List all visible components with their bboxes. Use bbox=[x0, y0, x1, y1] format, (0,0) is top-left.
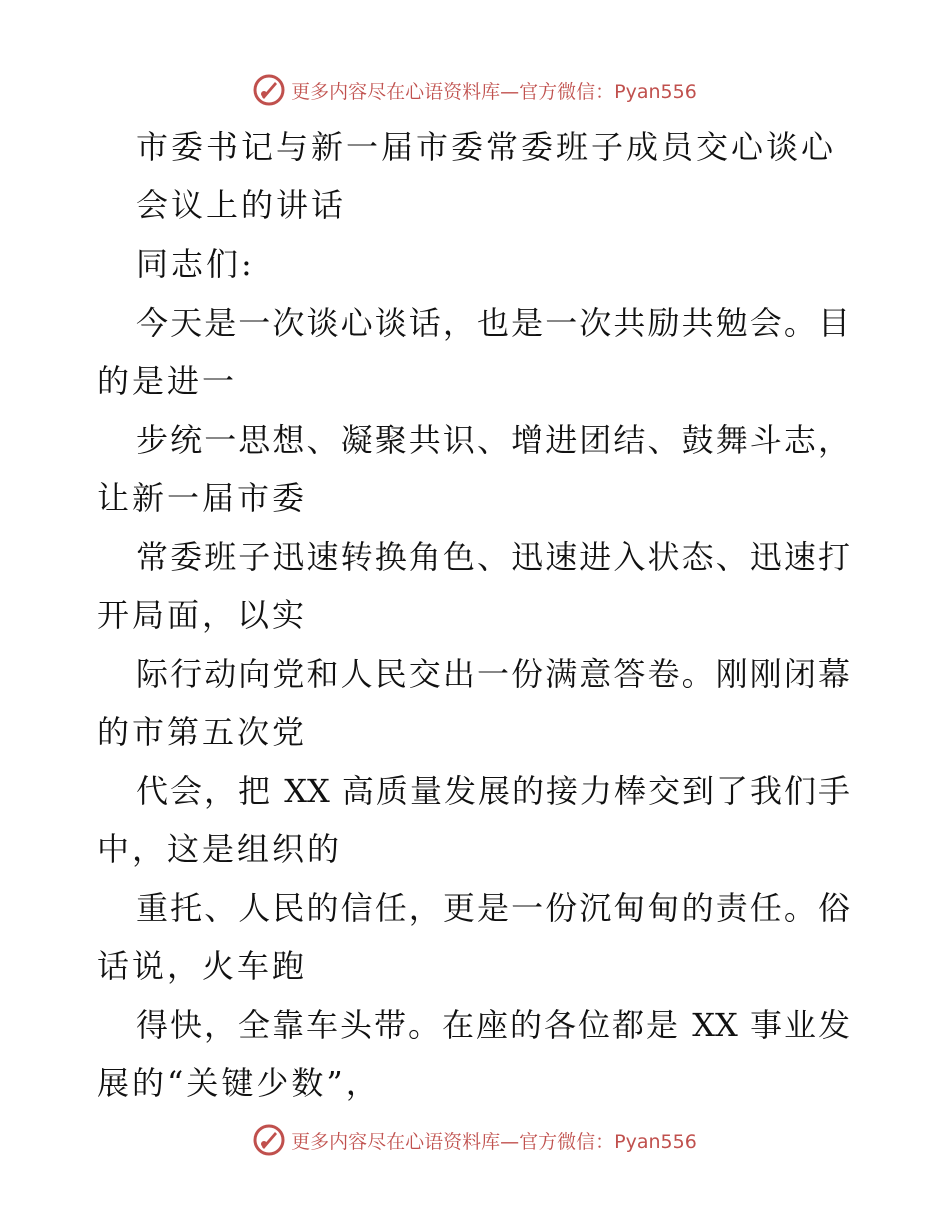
quill-pen-logo-icon bbox=[253, 74, 285, 106]
salutation: 同志们: bbox=[136, 245, 255, 283]
banner-text: 更多内容尽在心语资料库—官方微信：Pyan556 bbox=[291, 1130, 697, 1153]
title-line-1: 市委书记与新一届市委常委班子成员交心谈心 bbox=[136, 128, 837, 166]
title-line-2: 会议上的讲话 bbox=[136, 186, 347, 224]
banner-text: 更多内容尽在心语资料库—官方微信：Pyan556 bbox=[291, 80, 697, 103]
paragraph-line: 话说，火车跑 bbox=[97, 947, 308, 985]
paragraph-line: 让新一届市委 bbox=[97, 479, 308, 517]
paragraph-line: 得快，全靠车头带。在座的各位都是 XX 事业发 bbox=[136, 1006, 850, 1044]
paragraph-line: 代会，把 XX 高质量发展的接力棒交到了我们手 bbox=[136, 772, 850, 810]
paragraph-line: 的市第五次党 bbox=[97, 713, 308, 751]
paragraph-line: 展的“关键少数”， bbox=[97, 1064, 381, 1102]
paragraph-line: 际行动向党和人民交出一份满意答卷。刚刚闭幕 bbox=[136, 655, 850, 693]
paragraph-line: 的是进一 bbox=[97, 362, 238, 400]
paragraph-line: 步统一思想、凝聚共识、增进团结、鼓舞斗志， bbox=[136, 421, 850, 459]
paragraph-line: 常委班子迅速转换角色、迅速进入状态、迅速打 bbox=[136, 538, 850, 576]
paragraph-line: 今天是一次谈心谈话，也是一次共励共勉会。目 bbox=[136, 304, 850, 342]
paragraph-line: 重托、人民的信任，更是一份沉甸甸的责任。俗 bbox=[136, 889, 850, 927]
paragraph-line: 开局面，以实 bbox=[97, 596, 308, 634]
footer-banner bbox=[0, 1120, 950, 1160]
header-banner bbox=[0, 70, 950, 110]
quill-pen-logo-icon bbox=[253, 1124, 285, 1156]
paragraph-line: 中，这是组织的 bbox=[97, 830, 343, 868]
